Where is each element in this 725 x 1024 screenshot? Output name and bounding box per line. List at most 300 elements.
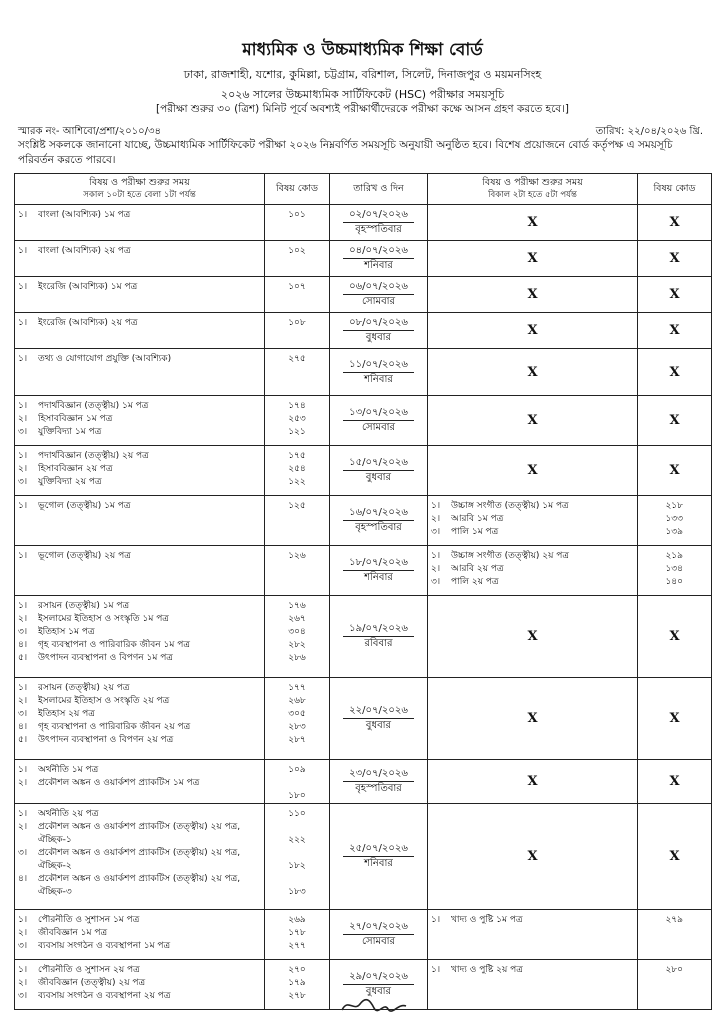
- subject-name: হিসাববিজ্ঞান ১ম পত্র: [38, 414, 113, 424]
- date-day-cell: [330, 596, 428, 678]
- morning-codes-cell: [265, 446, 330, 496]
- table-row: [15, 760, 712, 804]
- subject-name: ইংরেজি (আবশ্যিক) ১ম পত্র: [38, 282, 138, 292]
- subject-code: ১৮২: [288, 861, 306, 871]
- subject-number: ২।: [18, 778, 28, 788]
- subject-number: ১।: [431, 501, 441, 511]
- exam-date-text: ১৮/০৭/২০২৬: [343, 556, 414, 571]
- morning-codes-cell: [265, 596, 330, 678]
- subject-name: পালি ২য় পত্র: [451, 577, 499, 587]
- subject-name: উৎপাদন ব্যবস্থাপনা ও বিপণন ১ম পত্র: [38, 653, 173, 663]
- subject-number: ২।: [18, 464, 28, 474]
- subject-number: ৩।: [18, 627, 28, 637]
- subject-code: ১৭৪: [288, 401, 306, 411]
- issue-date: তারিখ: ২২/০৪/২০২৬ খ্রি.: [595, 126, 703, 137]
- exam-date: [333, 244, 424, 259]
- subject-number: ১।: [18, 401, 28, 411]
- table-row: [15, 496, 712, 546]
- subject-line: [18, 808, 261, 821]
- morning-codes-cell: [265, 205, 330, 241]
- subject-code: ২৬৯: [288, 915, 306, 925]
- subject-name: অর্থনীতি ১ম পত্র: [38, 765, 99, 775]
- subject-number: ৪।: [18, 722, 28, 732]
- subject-name: ইংরেজি (আবশ্যিক) ২য় পত্র: [38, 318, 138, 328]
- signature-image: [340, 994, 410, 1016]
- subject-code: ২৮৬: [288, 653, 306, 663]
- subject-line: [18, 426, 261, 439]
- subject-name: ভূগোল (তত্ত্বীয়) ২য় পত্র: [38, 551, 131, 561]
- subject-name: পদার্থবিজ্ঞান (তত্ত্বীয়) ১ম পত্র: [38, 401, 149, 411]
- memo-number: স্মারক নং- আশিবো/প্রশা/২০১০/৩৪: [18, 126, 161, 137]
- morning-codes-cell: [265, 678, 330, 760]
- table-row: [15, 546, 712, 596]
- afternoon-codes-cell: [638, 496, 712, 546]
- no-exam-code-mark: X: [638, 349, 712, 396]
- subject-line: [18, 500, 261, 513]
- morning-codes-cell: [265, 241, 330, 277]
- subject-code: ২২২: [288, 835, 306, 845]
- table-row: [15, 596, 712, 678]
- afternoon-subjects-cell: [428, 546, 638, 596]
- subject-code: ২৭৭: [288, 941, 306, 951]
- no-exam-mark: X: [428, 205, 638, 241]
- subject-number: ১।: [18, 318, 28, 328]
- header-date-day: তারিখ ও দিন: [330, 174, 428, 205]
- subject-number: ৩।: [18, 848, 28, 858]
- table-row: [15, 446, 712, 496]
- subject-number: ৪।: [18, 874, 28, 884]
- subject-name: ইতিহাস ২য় পত্র: [38, 709, 95, 719]
- subject-name: জীববিজ্ঞান (তত্ত্বীয়) ২য় পত্র: [38, 978, 146, 988]
- subject-name: পদার্থবিজ্ঞান (তত্ত্বীয়) ২য় পত্র: [38, 451, 149, 461]
- exam-date-text: ১৬/০৭/২০২৬: [343, 506, 414, 521]
- no-exam-mark: X: [428, 804, 638, 910]
- subject-line: [18, 550, 261, 563]
- subject-number: ১।: [18, 765, 28, 775]
- subject-number: ১।: [431, 551, 441, 561]
- subject-code: ২১৮: [665, 501, 683, 511]
- afternoon-subjects-cell: [428, 960, 638, 1010]
- exam-date-text: ২৯/০৭/২০২৬: [343, 970, 414, 985]
- table-row: [15, 396, 712, 446]
- exam-date: [333, 406, 424, 421]
- subject-number: ১।: [431, 965, 441, 975]
- no-exam-mark: X: [428, 349, 638, 396]
- subject-number: ৩।: [431, 577, 441, 587]
- subject-number: ২।: [18, 822, 28, 832]
- exam-date: [333, 920, 424, 935]
- subject-number: ৩।: [18, 477, 28, 487]
- exam-day: সোমবার: [361, 296, 396, 307]
- morning-subjects-cell: [15, 678, 265, 760]
- table-row: [15, 277, 712, 313]
- subject-line: [18, 413, 261, 426]
- subject-number: ১।: [18, 809, 28, 819]
- subject-name: খাদ্য ও পুষ্টি ২য় পত্র: [451, 965, 523, 975]
- subject-number: ২।: [18, 414, 28, 424]
- subject-code: ২৭৮: [288, 991, 306, 1001]
- subject-name: বাংলা (আবশ্যিক) ১ম পত্র: [38, 210, 131, 220]
- subject-code: ২৭৯: [665, 915, 683, 925]
- no-exam-code-mark: X: [638, 678, 712, 760]
- morning-subjects-cell: [15, 241, 265, 277]
- exam-date: [333, 456, 424, 471]
- subject-line: [18, 353, 261, 366]
- subject-number: ১।: [18, 965, 28, 975]
- subject-number: ১।: [18, 210, 28, 220]
- exam-date: [333, 767, 424, 782]
- table-row: [15, 804, 712, 910]
- subject-line: [431, 914, 634, 927]
- morning-codes-cell: [265, 546, 330, 596]
- subject-name: আরবি ২য় পত্র: [451, 564, 504, 574]
- no-exam-mark: X: [428, 241, 638, 277]
- subject-line: [18, 600, 261, 613]
- morning-codes-cell: [265, 804, 330, 910]
- subject-name: রসায়ন (তত্ত্বীয়) ২য় পত্র: [38, 683, 130, 693]
- morning-subjects-cell: [15, 546, 265, 596]
- subject-name: গৃহ ব্যবস্থাপনা ও পারিবারিক জীবন ১ম পত্র: [38, 640, 190, 650]
- exam-day: সোমবার: [361, 422, 396, 433]
- subject-code: ১৭৫: [288, 451, 306, 461]
- exam-day: সোমবার: [361, 936, 396, 947]
- exam-date-text: ১৩/০৭/২০২৬: [343, 406, 414, 421]
- subject-line: [431, 513, 634, 526]
- subject-name: উচ্চাঙ্গ সংগীত (তত্ত্বীয়) ১ম পত্র: [451, 501, 569, 511]
- subject-number: ৩।: [18, 709, 28, 719]
- morning-subjects-cell: [15, 277, 265, 313]
- morning-codes-cell: [265, 760, 330, 804]
- exam-date-text: ১৫/০৭/২০২৬: [343, 456, 414, 471]
- subject-number: ৪।: [18, 640, 28, 650]
- subject-line: [431, 576, 634, 589]
- schedule-table: [14, 173, 712, 1010]
- subject-code: ২৮৭: [288, 735, 306, 745]
- afternoon-subjects-cell: [428, 496, 638, 546]
- morning-codes-cell: [265, 960, 330, 1010]
- subject-number: ১।: [18, 915, 28, 925]
- no-exam-code-mark: X: [638, 596, 712, 678]
- subject-number: ৫।: [18, 735, 28, 745]
- subject-name: উৎপাদন ব্যবস্থাপনা ও বিপণন ২য় পত্র: [38, 735, 174, 745]
- header-afternoon: [428, 174, 638, 205]
- subject-code: ১০১: [288, 210, 306, 220]
- subject-name: প্রকৌশল অঙ্কন ও ওয়ার্কশপ প্র্যাকটিস (তত্ত্বীয়) ২য় পত্র, ঐচ্ছিক-২: [38, 848, 241, 871]
- header-morning-time: সকাল ১০টা হতে বেলা ১টা পর্যন্ত: [83, 190, 196, 200]
- subject-code: ১৭৯: [288, 978, 306, 988]
- no-exam-code-mark: X: [638, 396, 712, 446]
- date-day-cell: [330, 277, 428, 313]
- notice-text: সংশ্লিষ্ট সকলকে জানানো যাচ্ছে, উচ্চমাধ্যমিক সার্টিফিকেট পরীক্ষা ২০২৬ নিম্নবর্ণিত সময়সূচি অনুযায়ী অনুষ্ঠিত হবে। বিশেষ প্রয়োজনে বোর্ড কর্তৃপক্ষ এ সময়সূচি পরিবর্তন করতে পারবে।: [18, 139, 673, 166]
- afternoon-subjects-cell: [428, 910, 638, 960]
- subject-code: ১৮৩: [288, 887, 306, 897]
- exam-day: বুধবার: [365, 720, 392, 731]
- subject-code: ১৩৩: [665, 514, 683, 524]
- morning-subjects-cell: [15, 446, 265, 496]
- subject-code: ১২৬: [288, 551, 306, 561]
- subject-line: [18, 708, 261, 721]
- subject-line: [18, 476, 261, 489]
- subject-line: [18, 626, 261, 639]
- date-day-cell: [330, 446, 428, 496]
- subject-name: ভূগোল (তত্ত্বীয়) ১ম পত্র: [38, 501, 131, 511]
- subject-line: [18, 209, 261, 222]
- no-exam-code-mark: X: [638, 205, 712, 241]
- subject-code: ১২৫: [288, 501, 306, 511]
- subject-line: [18, 400, 261, 413]
- exam-date: [333, 208, 424, 223]
- exam-day: বৃহস্পতিবার: [355, 224, 402, 235]
- subject-name: গৃহ ব্যবস্থাপনা ও পারিবারিক জীবন ২য় পত্র: [38, 722, 191, 732]
- subject-line: [18, 914, 261, 927]
- date-day-cell: [330, 349, 428, 396]
- no-exam-mark: X: [428, 396, 638, 446]
- subject-line: [18, 613, 261, 626]
- subject-name: খাদ্য ও পুষ্টি ১ম পত্র: [451, 915, 523, 925]
- subject-name: উচ্চাঙ্গ সংগীত (তত্ত্বীয়) ২য় পত্র: [451, 551, 569, 561]
- exam-date-text: ২৫/০৭/২০২৬: [343, 842, 414, 857]
- subject-name: রসায়ন (তত্ত্বীয়) ১ম পত্র: [38, 601, 130, 611]
- subject-code: ২১৯: [665, 551, 683, 561]
- subject-line: [18, 695, 261, 708]
- exam-date-text: ০৪/০৭/২০২৬: [343, 244, 414, 259]
- schedule-title: ২০২৬ সালের উচ্চমাধ্যমিক সার্টিফিকেট (HSC) পরীক্ষার সময়সূচি: [220, 88, 505, 101]
- subject-code: ১৮০: [288, 791, 306, 801]
- no-exam-mark: X: [428, 678, 638, 760]
- subject-code: ১০২: [288, 246, 306, 256]
- subject-code: ৩০৪: [288, 627, 306, 637]
- no-exam-mark: X: [428, 596, 638, 678]
- subject-line: [431, 550, 634, 563]
- subject-number: ১।: [18, 601, 28, 611]
- subject-code: ২৬৭: [288, 614, 306, 624]
- subject-name: পৌরনীতি ও সুশাসন ১ম পত্র: [38, 915, 140, 925]
- subject-name: প্রকৌশল অঙ্কন ও ওয়ার্কশপ প্র্যাকটিস (তত্ত্বীয়) ২য় পত্র, ঐচ্ছিক-১: [38, 822, 241, 845]
- morning-codes-cell: [265, 496, 330, 546]
- subject-number: ১।: [18, 451, 28, 461]
- exam-date: [333, 704, 424, 719]
- table-row: [15, 349, 712, 396]
- exam-date: [333, 622, 424, 637]
- no-exam-mark: X: [428, 446, 638, 496]
- date-day-cell: [330, 205, 428, 241]
- subject-number: ৩।: [18, 991, 28, 1001]
- subject-name: অর্থনীতি ২য় পত্র: [38, 809, 99, 819]
- subject-number: ২।: [18, 614, 28, 624]
- exam-date: [333, 316, 424, 331]
- exam-date-text: ২২/০৭/২০২৬: [343, 704, 414, 719]
- subject-code: ২৫৪: [288, 464, 306, 474]
- subject-name: পৌরনীতি ও সুশাসন ২য় পত্র: [38, 965, 140, 975]
- subject-code: ১২১: [288, 427, 306, 437]
- exam-date: [333, 280, 424, 295]
- exam-day: বুধবার: [365, 472, 392, 483]
- date-day-cell: [330, 546, 428, 596]
- morning-subjects-cell: [15, 596, 265, 678]
- no-exam-mark: X: [428, 313, 638, 349]
- date-day-cell: [330, 804, 428, 910]
- exam-instruction: [পরীক্ষা শুরুর ৩০ (ত্রিশ) মিনিট পূর্বে অবশ্যই পরীক্ষার্থীদেরকে পরীক্ষা কক্ষে আসন গ্রহণ করতে হবে।]: [156, 103, 569, 115]
- subject-line: [18, 927, 261, 940]
- morning-subjects-cell: [15, 760, 265, 804]
- date-day-cell: [330, 241, 428, 277]
- table-row: [15, 205, 712, 241]
- subject-name: ব্যবসায় সংগঠন ও ব্যবস্থাপনা ১ম পত্র: [38, 941, 171, 951]
- subject-line: [18, 964, 261, 977]
- date-day-cell: [330, 496, 428, 546]
- subject-name: ইসলামের ইতিহাস ও সংস্কৃতি ১ম পত্র: [38, 614, 169, 624]
- header-morning-subject: বিষয় ও পরীক্ষা শুরুর সময়: [89, 177, 190, 188]
- date-day-cell: [330, 678, 428, 760]
- exam-date: [333, 506, 424, 521]
- subject-number: ১।: [18, 683, 28, 693]
- subject-number: ২।: [431, 514, 441, 524]
- morning-subjects-cell: [15, 804, 265, 910]
- subject-code: ২৫৩: [288, 414, 306, 424]
- morning-codes-cell: [265, 277, 330, 313]
- subject-code: ৩০৫: [288, 709, 306, 719]
- morning-subjects-cell: [15, 496, 265, 546]
- subject-name: জীববিজ্ঞান ১ম পত্র: [38, 928, 108, 938]
- subject-number: ১।: [18, 282, 28, 292]
- morning-codes-cell: [265, 313, 330, 349]
- subject-number: ২।: [18, 928, 28, 938]
- table-row: [15, 678, 712, 760]
- date-day-cell: [330, 396, 428, 446]
- subject-name: প্রকৌশল অঙ্কন ও ওয়ার্কশপ প্র্যাকটিস ১ম পত্র: [38, 778, 200, 788]
- subject-name: যুক্তিবিদ্যা ২য় পত্র: [38, 477, 102, 487]
- exam-day: শনিবার: [364, 373, 393, 385]
- exam-day: বুধবার: [365, 986, 392, 997]
- subject-number: ১।: [18, 551, 28, 561]
- subject-line: [18, 721, 261, 734]
- subject-code: ১১০: [288, 809, 306, 819]
- subject-line: [18, 777, 261, 790]
- table-row: [15, 313, 712, 349]
- subject-line: [18, 940, 261, 953]
- subject-code: ২৮০: [665, 965, 683, 975]
- subject-line: [431, 563, 634, 576]
- subject-name: হিসাববিজ্ঞান ২য় পত্র: [38, 464, 113, 474]
- subject-line: [18, 990, 261, 1003]
- subject-line: [18, 245, 261, 258]
- afternoon-codes-cell: [638, 546, 712, 596]
- subject-line: [18, 281, 261, 294]
- exam-date-text: ০২/০৭/২০২৬: [343, 208, 414, 223]
- subject-line: [18, 847, 261, 873]
- subject-line: [18, 639, 261, 652]
- subject-number: ১।: [18, 501, 28, 511]
- header-code: বিষয় কোড: [265, 174, 330, 205]
- exam-date-text: ০৬/০৭/২০২৬: [343, 280, 414, 295]
- subject-line: [18, 317, 261, 330]
- subject-name: প্রকৌশল অঙ্কন ও ওয়ার্কশপ প্র্যাকটিস (তত্ত্বীয়) ২য় পত্র, ঐচ্ছিক-৩: [38, 874, 241, 897]
- exam-date: [333, 556, 424, 571]
- subject-line: [18, 652, 261, 665]
- exam-date: [333, 970, 424, 985]
- exam-date-text: ০৮/০৭/২০২৬: [343, 316, 414, 331]
- subject-line: [18, 977, 261, 990]
- schedule-body: [15, 205, 712, 1010]
- subject-line: [431, 964, 634, 977]
- date-day-cell: [330, 760, 428, 804]
- subject-code: ১৭৬: [288, 601, 306, 611]
- subject-number: ১।: [18, 354, 28, 364]
- subject-number: ৩।: [431, 527, 441, 537]
- afternoon-codes-cell: [638, 960, 712, 1010]
- morning-subjects-cell: [15, 960, 265, 1010]
- subject-line: [18, 463, 261, 476]
- no-exam-code-mark: X: [638, 313, 712, 349]
- no-exam-code-mark: X: [638, 277, 712, 313]
- subject-name: আরবি ১ম পত্র: [451, 514, 504, 524]
- exam-date-text: ১৯/০৭/২০২৬: [343, 622, 414, 637]
- no-exam-code-mark: X: [638, 804, 712, 910]
- morning-subjects-cell: [15, 205, 265, 241]
- morning-subjects-cell: [15, 396, 265, 446]
- subject-line: [18, 764, 261, 777]
- no-exam-code-mark: X: [638, 760, 712, 804]
- morning-codes-cell: [265, 396, 330, 446]
- subject-number: ১।: [18, 246, 28, 256]
- date-day-cell: [330, 910, 428, 960]
- subject-line: [18, 450, 261, 463]
- exam-day: বুধবার: [365, 332, 392, 343]
- exam-day: বৃহস্পতিবার: [355, 522, 402, 533]
- exam-date-text: ১১/০৭/২০২৬: [343, 358, 414, 373]
- subject-line: [18, 873, 261, 899]
- subject-number: ১।: [431, 915, 441, 925]
- date-day-cell: [330, 313, 428, 349]
- morning-subjects-cell: [15, 910, 265, 960]
- subject-number: ৫।: [18, 653, 28, 663]
- exam-day: শনিবার: [364, 858, 393, 869]
- subject-code: ১৭৮: [288, 928, 306, 938]
- subject-code: ২৮৩: [288, 722, 306, 732]
- subject-code: ১৪০: [665, 577, 683, 587]
- exam-date-text: ২৭/০৭/২০২৬: [343, 920, 414, 935]
- subject-code: ২৭০: [288, 965, 306, 975]
- header-morning: [15, 174, 265, 205]
- table-row: [15, 910, 712, 960]
- morning-codes-cell: [265, 910, 330, 960]
- exam-date: [333, 842, 424, 857]
- subject-code: ১৩৯: [665, 527, 683, 537]
- exam-day: বৃহস্পতিবার: [355, 783, 402, 794]
- subject-code: ১০৯: [288, 765, 306, 775]
- subject-code: ১৩৪: [665, 564, 683, 574]
- subject-code: ২৮২: [288, 640, 306, 650]
- subject-code: ১০৮: [288, 318, 306, 328]
- exam-day: শনিবার: [364, 572, 393, 583]
- subject-name: ইসলামের ইতিহাস ও সংস্কৃতি ২য় পত্র: [38, 696, 170, 706]
- no-exam-code-mark: X: [638, 241, 712, 277]
- subject-number: ২।: [18, 978, 28, 988]
- afternoon-codes-cell: [638, 910, 712, 960]
- subject-line: [18, 734, 261, 747]
- table-row: [15, 241, 712, 277]
- morning-codes-cell: [265, 349, 330, 396]
- subject-name: পালি ১ম পত্র: [451, 527, 499, 537]
- header-afternoon-time: বিকাল ২টা হতে ৫টা পর্যন্ত: [488, 190, 577, 200]
- no-exam-mark: X: [428, 760, 638, 804]
- subject-name: তথ্য ও যোগাযোগ প্রযুক্তি (আবশ্যিক): [38, 354, 172, 364]
- exam-date: [333, 358, 424, 373]
- subject-line: [18, 682, 261, 695]
- exam-day: রবিবার: [364, 638, 393, 649]
- subject-line: [18, 821, 261, 847]
- table-header-row: [15, 174, 712, 205]
